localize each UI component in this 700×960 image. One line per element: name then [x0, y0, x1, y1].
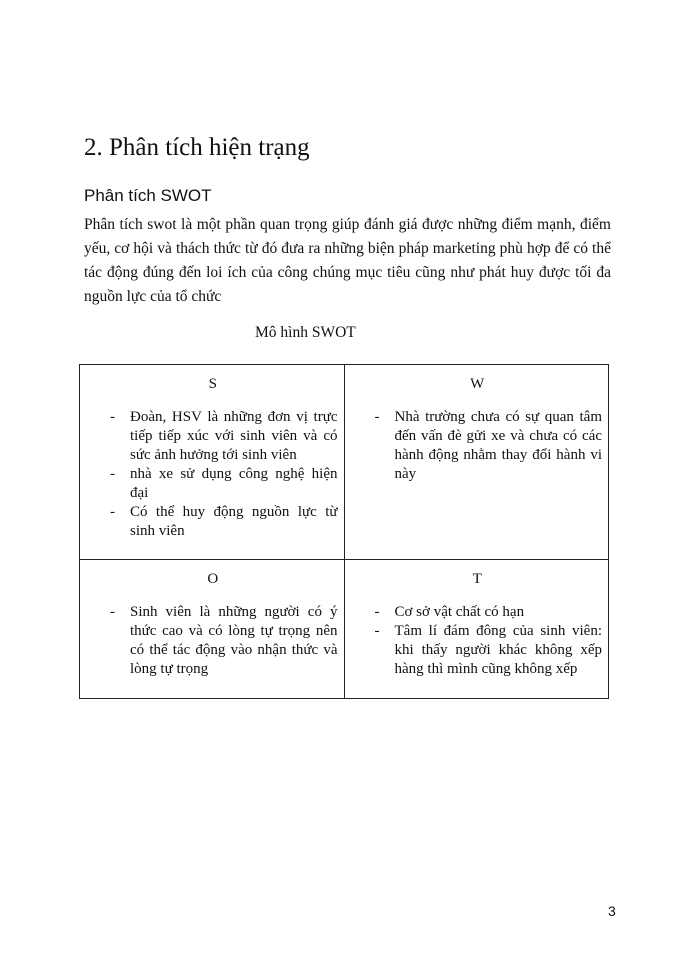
list-item: [374, 603, 603, 622]
bullet-dash: -: [374, 604, 380, 620]
swot-caption: Mô hình SWOT: [255, 324, 356, 341]
quadrant-list: [88, 408, 338, 541]
bullet-dash: -: [110, 604, 115, 620]
list-item: [110, 408, 338, 465]
list-item: [110, 503, 338, 541]
list-item-text: Có thể huy động nguồn lực từ sinh viên: [130, 504, 338, 539]
swot-cell-opportunities: [80, 560, 345, 699]
list-item: [110, 603, 338, 679]
quadrant-list: [88, 603, 338, 679]
bullet-dash: -: [110, 504, 115, 520]
swot-table: [79, 364, 609, 699]
bullet-dash: -: [374, 623, 380, 639]
quadrant-label: W: [470, 376, 485, 392]
list-item: [110, 465, 338, 503]
intro-paragraph: Phân tích swot là một phần quan trọng giúp đánh giá được những điểm mạnh, điểm yếu, cơ hội và thách thức từ đó đưa ra những biện pháp marketing phù hợp để có thể tác động đúng đến loi ích của công chúng mục tiêu cũng như phát huy được tối đa nguồn lực của tổ chức: [84, 216, 611, 305]
list-item: [374, 408, 603, 484]
list-item: [374, 622, 603, 679]
swot-cell-strengths: [80, 365, 345, 560]
swot-cell-threats: [344, 560, 609, 699]
page-number: 3: [608, 903, 616, 919]
quadrant-label: O: [207, 571, 219, 587]
bullet-dash: -: [110, 466, 115, 482]
list-item-text: Cơ sở vật chất có hạn: [394, 604, 525, 620]
section-subtitle: Phân tích SWOT: [84, 186, 212, 205]
list-item-text: Tâm lí đám đông của sinh viên: khi thấy người khác không xếp hàng thì mình cũng không xếp: [394, 623, 602, 677]
swot-cell-weaknesses: [344, 365, 609, 560]
list-item-text: Nhà trường chưa có sự quan tâm đến vấn đè gửi xe và chưa có các hành động nhằm thay đổi hành vi này: [394, 409, 602, 482]
bullet-dash: -: [110, 409, 115, 425]
quadrant-label: S: [208, 376, 217, 392]
quadrant-list: [353, 603, 603, 679]
quadrant-list: [353, 408, 603, 484]
list-item-text: nhà xe sử dụng công nghệ hiện đại: [130, 466, 338, 501]
section-title: 2. Phân tích hiện trạng: [84, 134, 310, 161]
quadrant-label: T: [472, 571, 482, 587]
bullet-dash: -: [374, 409, 380, 425]
list-item-text: Sinh viên là những người có ý thức cao và có lòng tự trọng nên có thể tác động vào nhận thức và lòng tự trọng: [130, 604, 338, 677]
list-item-text: Đoàn, HSV là những đơn vị trực tiếp tiếp xúc với sinh viên và có sức ảnh hưởng tới sinh viên: [130, 409, 338, 463]
